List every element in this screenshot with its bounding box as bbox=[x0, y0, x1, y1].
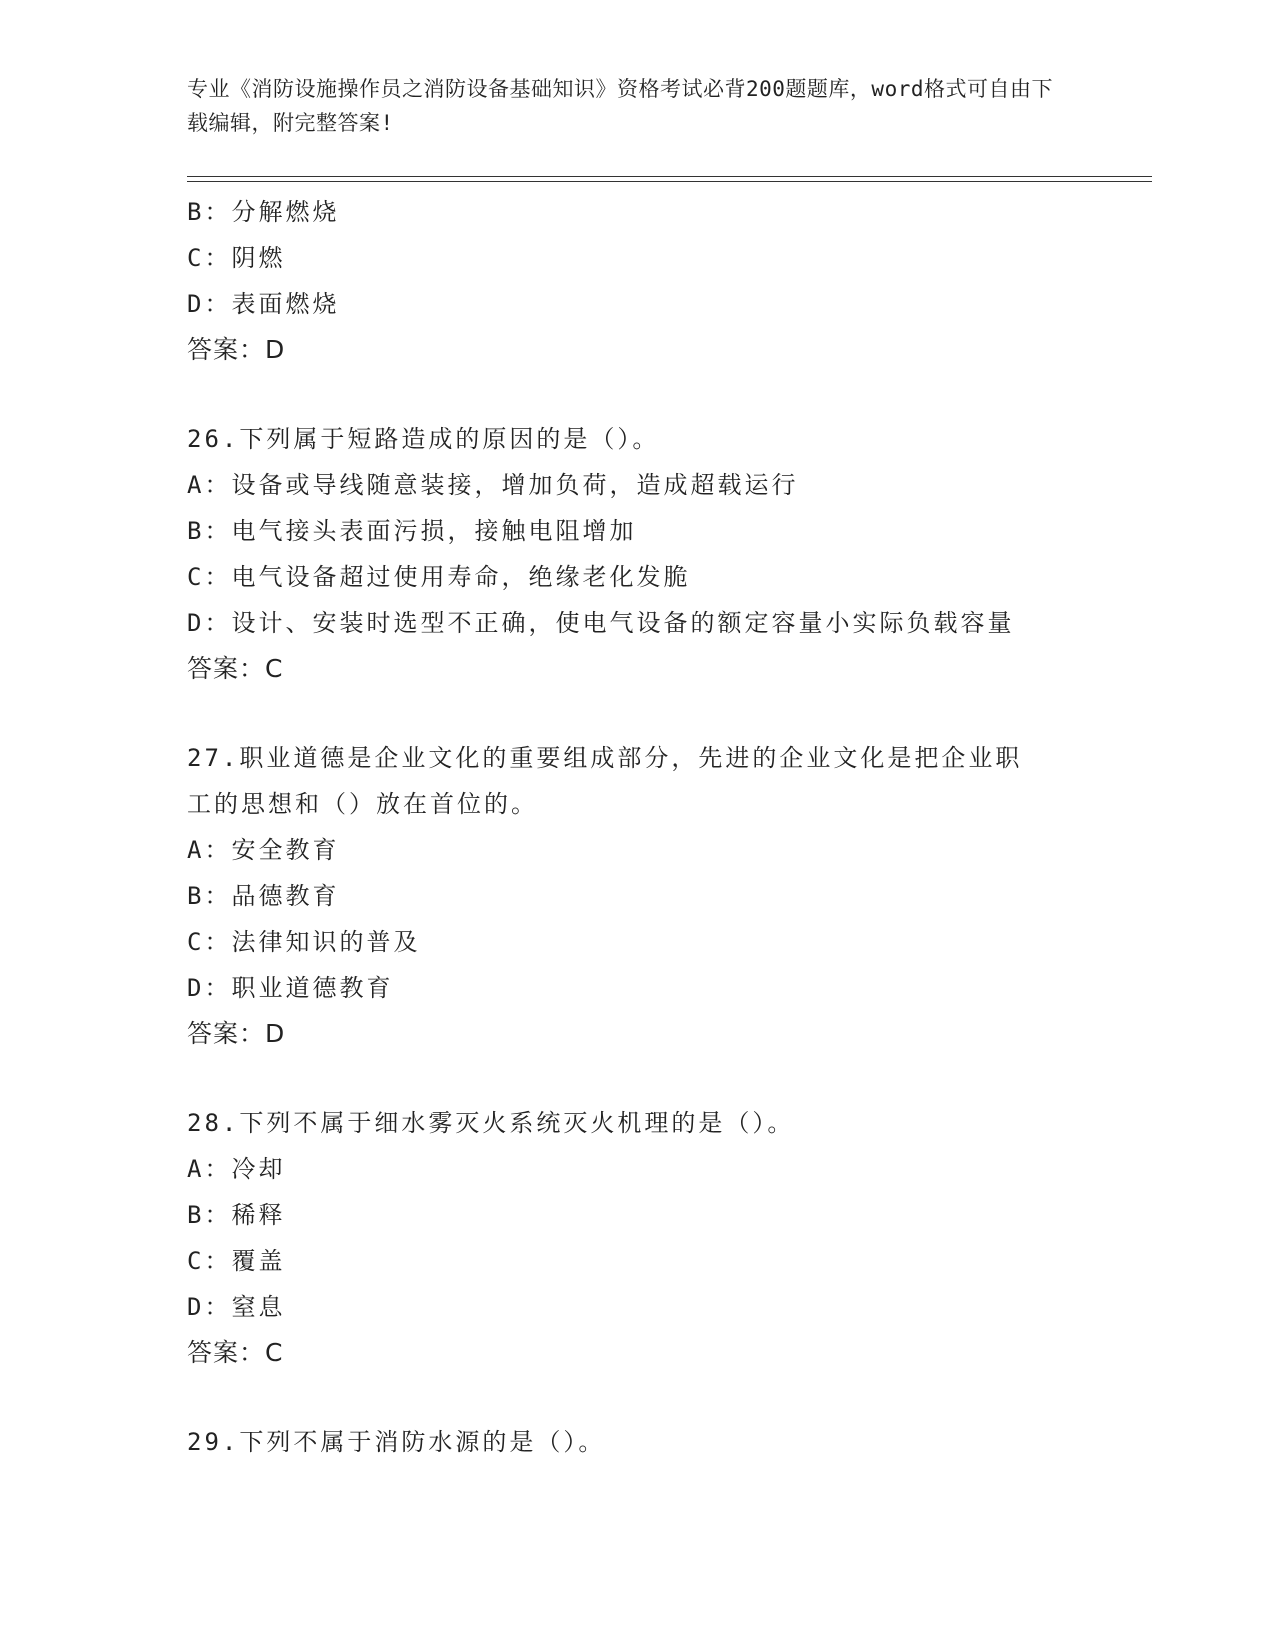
option-d: D：窒息 bbox=[187, 1293, 286, 1321]
answer-line: 答案：D bbox=[187, 335, 286, 364]
question-block-27 bbox=[187, 735, 1087, 1057]
option-b: B：稀释 bbox=[187, 1201, 286, 1229]
spacer bbox=[187, 1057, 1087, 1100]
question-block-29 bbox=[187, 1419, 1087, 1465]
option-a: A：安全教育 bbox=[187, 836, 340, 864]
option-d: D：职业道德教育 bbox=[187, 974, 394, 1002]
question-block-26 bbox=[187, 416, 1087, 692]
header-divider-bottom bbox=[187, 181, 1152, 182]
question-stem-continued: 工的思想和（）放在首位的。 bbox=[187, 790, 538, 818]
option-c: C：法律知识的普及 bbox=[187, 928, 421, 956]
option-a: A：冷却 bbox=[187, 1155, 286, 1183]
option-a: A：设备或导线随意装接，增加负荷，造成超载运行 bbox=[187, 471, 799, 499]
question-block-28 bbox=[187, 1100, 1087, 1376]
question-list bbox=[187, 189, 1087, 1465]
option-c: C：电气设备超过使用寿命，绝缘老化发脆 bbox=[187, 563, 691, 591]
option-b: B：品德教育 bbox=[187, 882, 340, 910]
option-b: B：电气接头表面污损，接触电阻增加 bbox=[187, 517, 637, 545]
answer-line: 答案：D bbox=[187, 1019, 286, 1048]
option-c: C：覆盖 bbox=[187, 1247, 286, 1275]
question-stem: 28.下列不属于细水雾灭火系统灭火机理的是（）。 bbox=[187, 1109, 795, 1137]
spacer bbox=[187, 692, 1087, 735]
document-header-title: 专业《消防设施操作员之消防设备基础知识》资格考试必背200题题库，word格式可自由下载编辑，附完整答案! bbox=[187, 77, 1053, 135]
question-stem: 26.下列属于短路造成的原因的是（）。 bbox=[187, 425, 660, 453]
question-stem: 27.职业道德是企业文化的重要组成部分，先进的企业文化是把企业职 bbox=[187, 744, 1023, 772]
option-c: C：阴燃 bbox=[187, 244, 286, 272]
option-d: D：表面燃烧 bbox=[187, 290, 340, 318]
option-d: D：设计、安装时选型不正确，使电气设备的额定容量小实际负载容量 bbox=[187, 609, 1015, 637]
option-b: B：分解燃烧 bbox=[187, 198, 340, 226]
spacer bbox=[187, 373, 1087, 416]
question-stem: 29.下列不属于消防水源的是（）。 bbox=[187, 1428, 606, 1456]
answer-line: 答案：C bbox=[187, 654, 284, 683]
header-divider-top bbox=[187, 176, 1152, 177]
spacer bbox=[187, 1376, 1087, 1419]
answer-line: 答案：C bbox=[187, 1338, 284, 1367]
question-block-partial bbox=[187, 189, 1087, 373]
